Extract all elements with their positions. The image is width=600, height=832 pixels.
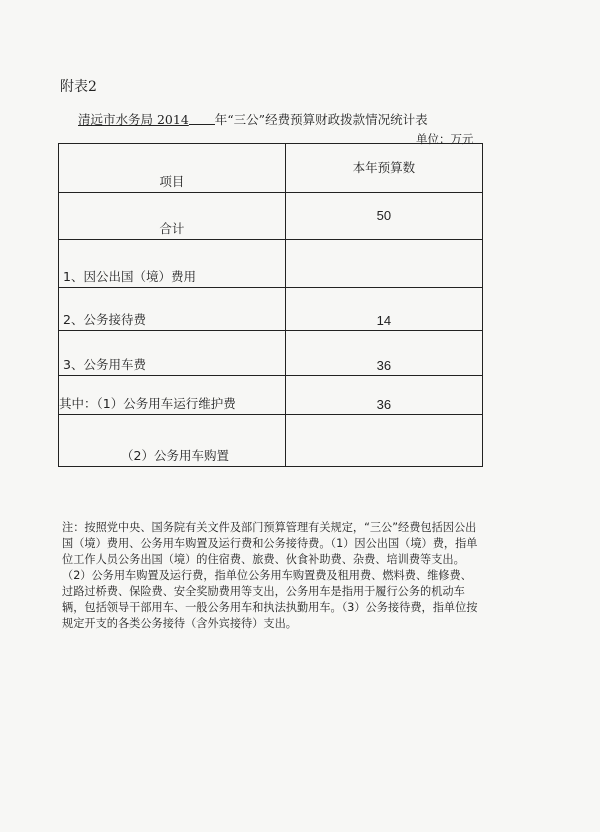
table-row [59, 331, 483, 376]
footnote: 注：按照党中央、国务院有关文件及部门预算管理有关规定，“三公”经费包括因公出国（境）费用、公务用车购置及运行费和公务接待费。（1）因公出国（境）费，指单位工作人员公务出国（境）的住宿费、旅费、伙食补助费、杂费、培训费等支出。（2）公务用车购置及运行费，指单位公务用车购置费及租用费、燃料费、维修费、过路过桥费、保险费、安全奖励费用等支出，公务用车是指用于履行公务的机动车辆，包括领导干部用车、一般公务用车和执法执勤用车。（3）公务接待费，指单位按规定开支的各类公务接待（含外宾接待）支出。 [62, 521, 478, 630]
title-blank-line [189, 112, 215, 125]
table-header-row [59, 144, 483, 193]
unit-label: 单位：万元 [416, 132, 474, 146]
header-budget-cell [285, 144, 482, 193]
row-label-overseas: 1、因公出国（境）费用 [63, 269, 196, 284]
row-label-vehicle: 3、公务用车费 [63, 357, 146, 372]
row-label-vehicle-purchase: （2）公务用车购置 [121, 448, 229, 463]
table-row [59, 240, 483, 288]
row-label-vehicle-maintenance: 其中：（1）公务用车运行维护费 [59, 396, 236, 411]
row-value-vehicle-maintenance: 36 [376, 397, 392, 412]
title-rest: 年“三公”经费预算财政拨款情况统计表 [214, 112, 428, 127]
title-org-year: 清远市水务局 2014 [78, 112, 189, 127]
table-row [59, 288, 483, 331]
header-item: 项目 [159, 174, 185, 189]
row-value-vehicle: 36 [376, 358, 392, 373]
document-title [78, 110, 428, 128]
row-label-reception: 2、公务接待费 [63, 312, 146, 327]
row-value-reception: 14 [376, 313, 392, 328]
row-value-total: 50 [376, 207, 392, 223]
annex-label: 附表2 [60, 79, 97, 95]
table-row [59, 376, 483, 415]
header-item-cell [59, 144, 286, 193]
budget-table [58, 143, 483, 467]
table-row [59, 415, 483, 467]
row-label-total: 合计 [159, 221, 185, 236]
table-row [59, 193, 483, 240]
row-value-vehicle-purchase [286, 464, 482, 466]
header-budget: 本年预算数 [352, 160, 416, 175]
